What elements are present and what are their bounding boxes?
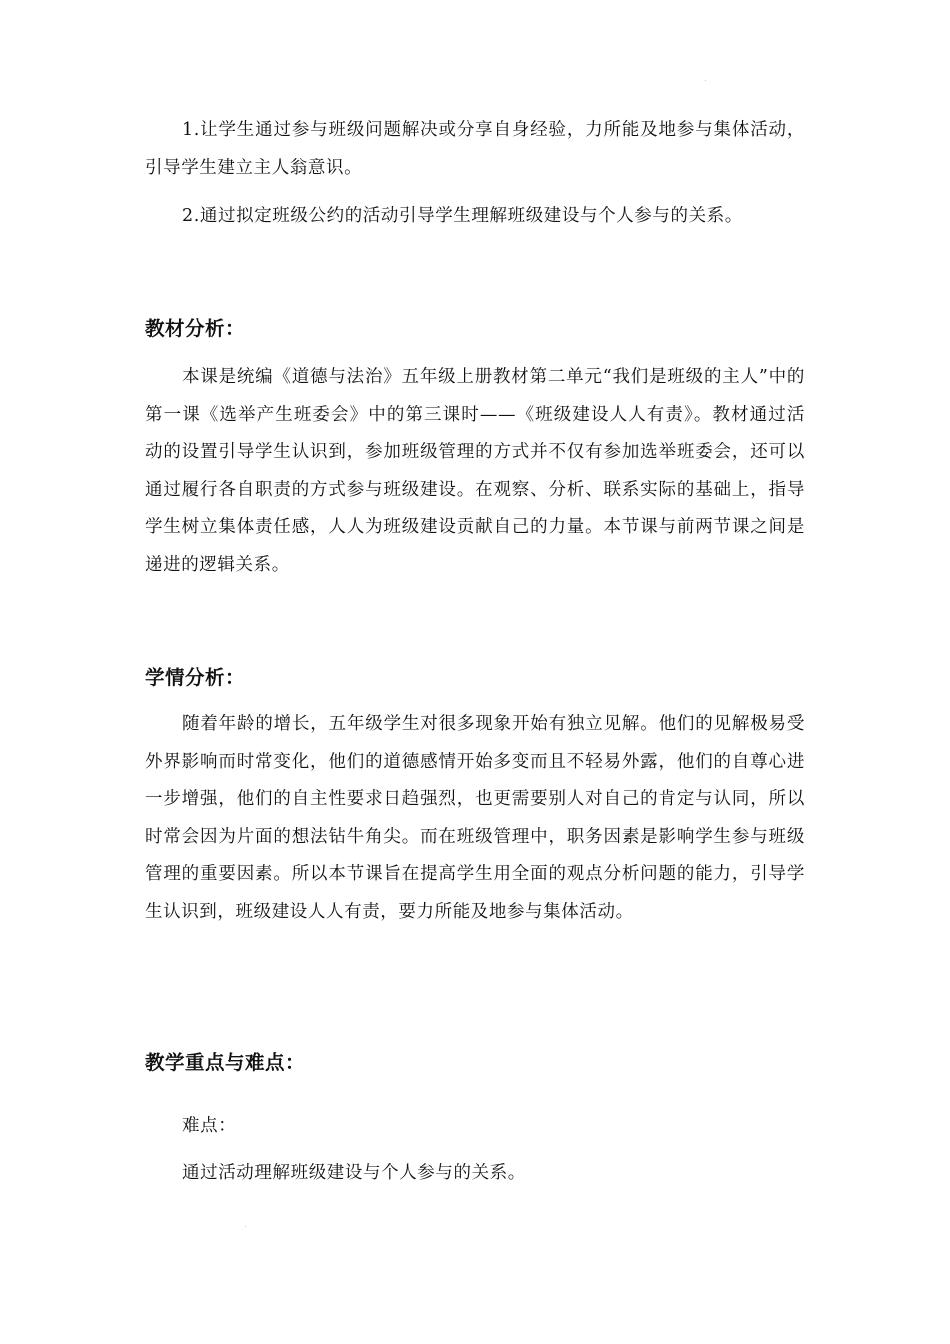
textbook-analysis-heading: 教材分析：	[145, 317, 246, 340]
difficulty-text: 通过活动理解班级建设与个人参与的关系。	[182, 1163, 526, 1183]
student-analysis-body: 随着年龄的增长，五年级学生对很多现象开始有独立见解。他们的见解极易受外界影响而时常变化，他们的道德感情开始多变而且不轻易外露，他们的自尊心进一步增强，他们的自主性要求日趋强烈，也更需要别人对自己的肯定与认同，所以时常会因为片面的想法钻牛角尖。而在班级管理中，职务因素是影响学生参与班级管理的重要因素。所以本节课旨在提高学生用全面的观点分析问题的能力，引导学生认识到，班级建设人人有责，要力所能及地参与集体活动。	[145, 714, 805, 922]
objective-item-1: 1.让学生通过参与班级问题解决或分享自身经验，力所能及地参与集体活动，引导学生建立主人翁意识。	[145, 120, 805, 178]
textbook-analysis-body: 本课是统编《道德与法治》五年级上册教材第二单元“我们是班级的主人”中的第一课《选举产生班委会》中的第三课时——《班级建设人人有责》。教材通过活动的设置引导学生认识到，参加班级管理的方式并不仅有参加选举班委会，还可以通过履行各自职责的方式参与班级建设。在观察、分析、联系实际的基础上，指导学生树立集体责任感，人人为班级建设贡献自己的力量。本节课与前两节课之间是递进的逻辑关系。	[145, 367, 805, 575]
student-analysis-heading: 学情分析：	[145, 666, 246, 689]
scan-speck	[245, 1226, 246, 1227]
objective-item-2: 2.通过拟定班级公约的活动引导学生理解班级建设与个人参与的关系。	[182, 206, 743, 226]
key-points-heading: 教学重点与难点：	[145, 1051, 306, 1074]
difficulty-label: 难点：	[182, 1116, 237, 1136]
scan-speck	[705, 80, 706, 81]
